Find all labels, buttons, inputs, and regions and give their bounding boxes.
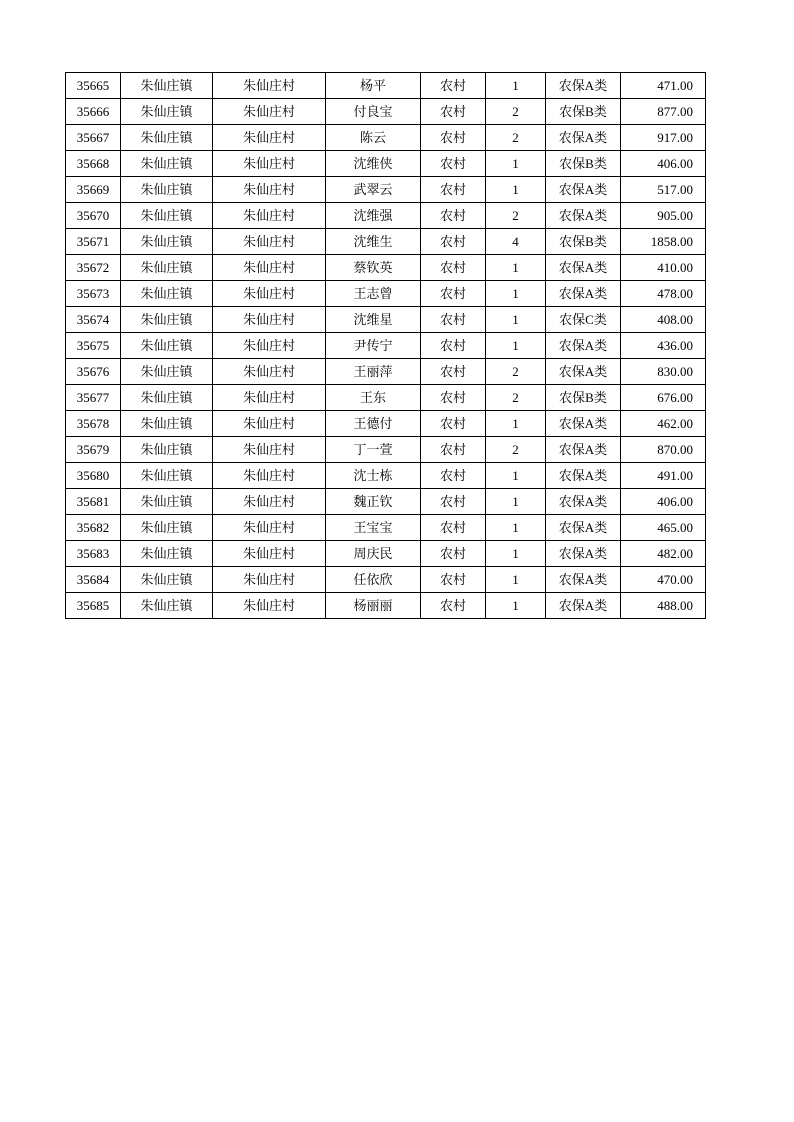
cell-residence_type: 农村 [421,411,486,437]
cell-record_id: 35672 [66,255,121,281]
cell-insurance_category: 农保A类 [546,177,621,203]
cell-insurance_category: 农保A类 [546,593,621,619]
cell-person_name: 蔡钦英 [326,255,421,281]
cell-amount: 478.00 [621,281,706,307]
cell-insurance_category: 农保A类 [546,73,621,99]
cell-person_name: 王宝宝 [326,515,421,541]
cell-insurance_category: 农保A类 [546,333,621,359]
cell-amount: 870.00 [621,437,706,463]
cell-person_name: 魏正钦 [326,489,421,515]
cell-person_name: 周庆民 [326,541,421,567]
cell-person_count: 1 [486,333,546,359]
cell-amount: 462.00 [621,411,706,437]
cell-town: 朱仙庄镇 [121,515,213,541]
cell-town: 朱仙庄镇 [121,411,213,437]
cell-person_name: 杨丽丽 [326,593,421,619]
cell-residence_type: 农村 [421,515,486,541]
table-row [66,229,706,255]
cell-town: 朱仙庄镇 [121,437,213,463]
cell-amount: 406.00 [621,489,706,515]
cell-amount: 470.00 [621,567,706,593]
cell-insurance_category: 农保A类 [546,541,621,567]
cell-insurance_category: 农保A类 [546,281,621,307]
cell-town: 朱仙庄镇 [121,359,213,385]
cell-record_id: 35677 [66,385,121,411]
cell-town: 朱仙庄镇 [121,333,213,359]
cell-insurance_category: 农保A类 [546,125,621,151]
cell-amount: 676.00 [621,385,706,411]
cell-person_count: 1 [486,541,546,567]
cell-person_name: 沈士栋 [326,463,421,489]
cell-person_name: 丁一萱 [326,437,421,463]
cell-amount: 482.00 [621,541,706,567]
cell-person_count: 4 [486,229,546,255]
cell-town: 朱仙庄镇 [121,307,213,333]
cell-record_id: 35676 [66,359,121,385]
cell-person_count: 2 [486,437,546,463]
cell-person_name: 王丽萍 [326,359,421,385]
cell-village: 朱仙庄村 [213,203,326,229]
records-table [65,72,706,619]
table-row [66,255,706,281]
cell-town: 朱仙庄镇 [121,593,213,619]
cell-village: 朱仙庄村 [213,567,326,593]
cell-village: 朱仙庄村 [213,437,326,463]
cell-person_count: 1 [486,515,546,541]
cell-residence_type: 农村 [421,177,486,203]
cell-village: 朱仙庄村 [213,411,326,437]
cell-residence_type: 农村 [421,593,486,619]
cell-record_id: 35685 [66,593,121,619]
cell-person_name: 沈维侠 [326,151,421,177]
cell-village: 朱仙庄村 [213,463,326,489]
table-row [66,411,706,437]
cell-insurance_category: 农保A类 [546,567,621,593]
cell-insurance_category: 农保A类 [546,203,621,229]
cell-amount: 877.00 [621,99,706,125]
cell-village: 朱仙庄村 [213,151,326,177]
cell-residence_type: 农村 [421,437,486,463]
cell-village: 朱仙庄村 [213,593,326,619]
cell-town: 朱仙庄镇 [121,177,213,203]
cell-person_name: 王志曾 [326,281,421,307]
cell-person_count: 1 [486,593,546,619]
cell-amount: 517.00 [621,177,706,203]
cell-town: 朱仙庄镇 [121,229,213,255]
cell-insurance_category: 农保A类 [546,463,621,489]
table-row [66,463,706,489]
cell-record_id: 35678 [66,411,121,437]
table-row [66,333,706,359]
cell-record_id: 35679 [66,437,121,463]
cell-amount: 491.00 [621,463,706,489]
cell-person_name: 付良宝 [326,99,421,125]
cell-person_name: 王德付 [326,411,421,437]
table-row [66,125,706,151]
cell-town: 朱仙庄镇 [121,151,213,177]
cell-person_count: 1 [486,73,546,99]
cell-person_name: 尹传宁 [326,333,421,359]
cell-town: 朱仙庄镇 [121,385,213,411]
cell-record_id: 35680 [66,463,121,489]
cell-record_id: 35682 [66,515,121,541]
cell-amount: 488.00 [621,593,706,619]
cell-person_count: 2 [486,99,546,125]
cell-village: 朱仙庄村 [213,307,326,333]
table-row [66,541,706,567]
cell-record_id: 35669 [66,177,121,203]
table-row [66,359,706,385]
table-row [66,73,706,99]
cell-town: 朱仙庄镇 [121,281,213,307]
table-row [66,437,706,463]
cell-town: 朱仙庄镇 [121,489,213,515]
cell-person_name: 杨平 [326,73,421,99]
cell-residence_type: 农村 [421,73,486,99]
cell-residence_type: 农村 [421,567,486,593]
cell-person_name: 武翠云 [326,177,421,203]
table-row [66,489,706,515]
cell-town: 朱仙庄镇 [121,125,213,151]
cell-insurance_category: 农保A类 [546,255,621,281]
cell-insurance_category: 农保B类 [546,385,621,411]
cell-village: 朱仙庄村 [213,541,326,567]
cell-person_count: 1 [486,411,546,437]
table-row [66,203,706,229]
cell-person_count: 2 [486,203,546,229]
cell-residence_type: 农村 [421,203,486,229]
table-row [66,99,706,125]
cell-person_count: 2 [486,359,546,385]
cell-person_name: 任依欣 [326,567,421,593]
cell-town: 朱仙庄镇 [121,567,213,593]
table-row [66,307,706,333]
cell-person_count: 1 [486,489,546,515]
cell-residence_type: 农村 [421,333,486,359]
cell-insurance_category: 农保B类 [546,229,621,255]
cell-insurance_category: 农保B类 [546,99,621,125]
cell-record_id: 35667 [66,125,121,151]
cell-residence_type: 农村 [421,463,486,489]
cell-amount: 436.00 [621,333,706,359]
cell-amount: 1858.00 [621,229,706,255]
cell-village: 朱仙庄村 [213,125,326,151]
cell-insurance_category: 农保B类 [546,151,621,177]
cell-person_name: 沈维生 [326,229,421,255]
cell-town: 朱仙庄镇 [121,73,213,99]
cell-person_count: 1 [486,151,546,177]
cell-person_name: 王东 [326,385,421,411]
cell-record_id: 35665 [66,73,121,99]
table-body [66,73,706,619]
cell-residence_type: 农村 [421,151,486,177]
cell-residence_type: 农村 [421,307,486,333]
cell-residence_type: 农村 [421,125,486,151]
cell-record_id: 35674 [66,307,121,333]
cell-residence_type: 农村 [421,541,486,567]
cell-person_name: 沈维强 [326,203,421,229]
cell-residence_type: 农村 [421,99,486,125]
cell-insurance_category: 农保A类 [546,515,621,541]
cell-town: 朱仙庄镇 [121,99,213,125]
cell-insurance_category: 农保A类 [546,437,621,463]
cell-amount: 410.00 [621,255,706,281]
cell-record_id: 35684 [66,567,121,593]
cell-village: 朱仙庄村 [213,229,326,255]
cell-village: 朱仙庄村 [213,281,326,307]
cell-person_count: 1 [486,255,546,281]
cell-village: 朱仙庄村 [213,385,326,411]
cell-person_count: 1 [486,567,546,593]
table-row [66,151,706,177]
cell-amount: 905.00 [621,203,706,229]
table-row [66,281,706,307]
cell-village: 朱仙庄村 [213,359,326,385]
table-row [66,385,706,411]
cell-person_name: 陈云 [326,125,421,151]
cell-person_count: 1 [486,307,546,333]
cell-residence_type: 农村 [421,359,486,385]
cell-person_count: 1 [486,281,546,307]
cell-person_name: 沈维星 [326,307,421,333]
cell-record_id: 35681 [66,489,121,515]
cell-record_id: 35683 [66,541,121,567]
cell-amount: 471.00 [621,73,706,99]
cell-residence_type: 农村 [421,281,486,307]
cell-residence_type: 农村 [421,255,486,281]
cell-residence_type: 农村 [421,385,486,411]
cell-amount: 465.00 [621,515,706,541]
cell-town: 朱仙庄镇 [121,541,213,567]
cell-village: 朱仙庄村 [213,255,326,281]
cell-village: 朱仙庄村 [213,333,326,359]
cell-record_id: 35675 [66,333,121,359]
cell-insurance_category: 农保A类 [546,411,621,437]
cell-village: 朱仙庄村 [213,177,326,203]
cell-village: 朱仙庄村 [213,73,326,99]
table-row [66,177,706,203]
cell-residence_type: 农村 [421,489,486,515]
cell-insurance_category: 农保C类 [546,307,621,333]
cell-town: 朱仙庄镇 [121,463,213,489]
table-row [66,567,706,593]
cell-amount: 830.00 [621,359,706,385]
cell-record_id: 35668 [66,151,121,177]
cell-record_id: 35666 [66,99,121,125]
cell-town: 朱仙庄镇 [121,203,213,229]
cell-record_id: 35670 [66,203,121,229]
cell-amount: 406.00 [621,151,706,177]
cell-person_count: 1 [486,177,546,203]
cell-village: 朱仙庄村 [213,515,326,541]
cell-person_count: 2 [486,385,546,411]
table-row [66,515,706,541]
cell-insurance_category: 农保A类 [546,359,621,385]
table-row [66,593,706,619]
cell-residence_type: 农村 [421,229,486,255]
cell-town: 朱仙庄镇 [121,255,213,281]
cell-amount: 408.00 [621,307,706,333]
cell-village: 朱仙庄村 [213,489,326,515]
cell-village: 朱仙庄村 [213,99,326,125]
cell-record_id: 35673 [66,281,121,307]
cell-record_id: 35671 [66,229,121,255]
cell-amount: 917.00 [621,125,706,151]
cell-person_count: 1 [486,463,546,489]
cell-person_count: 2 [486,125,546,151]
cell-insurance_category: 农保A类 [546,489,621,515]
